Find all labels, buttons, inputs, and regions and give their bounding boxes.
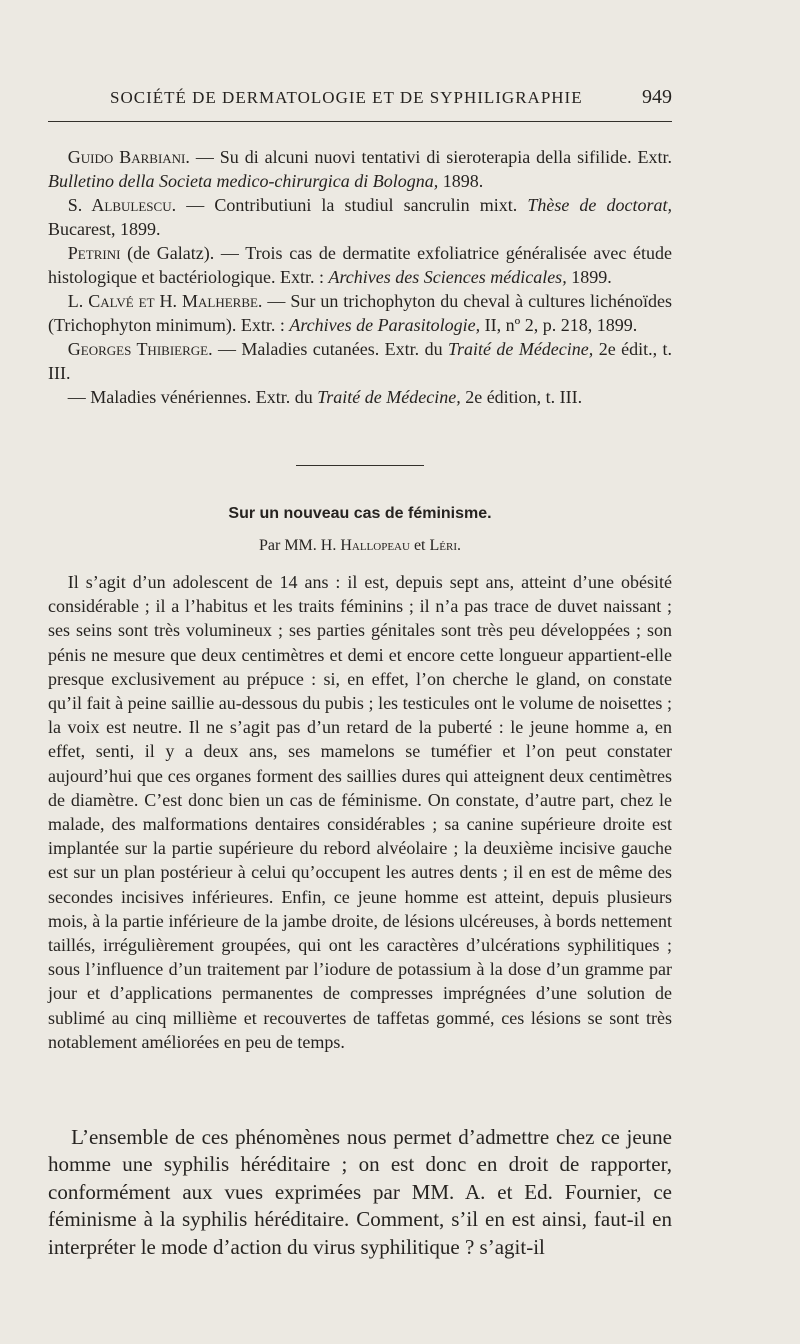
bibliography-entry: Petrini (de Galatz). — Trois cas de dermatite exfoliatrice généralisée avec étude histologique et bactériologique. Extr. : Archives des Sciences médicales, 1899. [48, 243, 672, 287]
header-rule [48, 121, 672, 122]
entry-author: S. Albulescu. [67, 195, 177, 215]
bibliography-entry: — Maladies vénériennes. Extr. du Traité de Médecine, 2e édition, t. III. [67, 387, 583, 407]
entry-author: L. Calvé et H. Malherbe. [67, 291, 263, 311]
bibliography-list [48, 145, 672, 409]
section-separator [296, 465, 424, 466]
entry-source: Traité de Médecine, [448, 339, 594, 359]
article-byline: Par MM. H. Hallopeau et Léri. [259, 537, 461, 554]
entry-author: Guido Barbiani. [67, 147, 190, 167]
entry-source: Archives de Parasitologie, [289, 315, 481, 335]
entry-author: Petrini [67, 243, 121, 263]
running-title: SOCIÉTÉ DE DERMATOLOGIE ET DE SYPHILIGRAPHIE [110, 88, 583, 107]
entry-source: Archives des Sciences médicales, [328, 267, 567, 287]
article-paragraph: Il s’agit d’un adolescent de 14 ans : il est, depuis sept ans, atteint d’une obésité considérable ; il a l’habitus et les traits féminins ; il n’a pas trace de duvet naissant ; ses seins sont très volumineux ; ses parties génitales sont très peu développées ; son pénis ne mesure que deux centimètres et demi et encore cette longueur appartient-elle presque exclusivement au prépuce : si, en effet, l’on cherche le gland, on constate qu’il fait à peine saillie au-dessous du pubis ; les testicules ont le volume de noisettes ; la voix est neutre. Il ne s’agit pas d’un retard de la puberté : le jeune homme a, en effet, senti, il y a deux ans, ses mamelons se tuméfier et l’on peut constater aujourd’hui que ces organes forment des saillies dures qui atteignent deux centimètres de diamètre. C’est donc bien un cas de féminisme. On constate, d’autre part, chez le malade, des malformations dentaires considérables ; sa canine supérieure droite est implantée sur la partie supérieure du rebord alvéolaire ; la deuxième incisive gauche est sur un plan postérieur à celui qu’occupent les autres dents ; il en est de même des secondes incisives inférieures. Enfin, ce jeune homme est atteint, depuis plusieurs mois, à la partie inférieure de la jambe droite, de lésions ulcéreuses, à bords nettement taillés, irrégulièrement groupées, qui ont les caractères d’ulcérations syphilitiques ; sous l’influence d’un traitement par l’iodure de potassium à la dose d’un gramme par jour et d’applications permanentes de compresses imprégnées d’une solution de sublimé au cinq millième et recouvertes de taffetas gommé, ces lésions se sont très notablement améliorées en peu de temps. [48, 572, 672, 1052]
entry-text: Maladies cutanées. Extr. du [241, 339, 448, 359]
entry-text: Contributiuni la studiul sancrulin mixt. [214, 195, 528, 215]
bibliography-entry: Georges Thibierge. — Maladies cutanées. Extr. du Traité de Médecine, 2e édit., t. III. [48, 339, 672, 383]
page-number: 949 [642, 86, 672, 108]
bibliography-entry: Guido Barbiani. — Su di alcuni nuovi tentativi di sieroterapia della sifilide. Extr. Bulletino della Societa medico-chirurgica di Bologna, 1898. [48, 147, 672, 191]
entry-source: Thèse de doctorat, [527, 195, 673, 215]
bibliography-entry: S. Albulescu. — Contributiuni la studiul sancrulin mixt. Thèse de doctorat, Bucarest, 1899. [48, 195, 673, 239]
entry-text: Sur un trichophyton du cheval à cultures lichénoïdes (Trichophyton minimum). Extr. : [48, 291, 673, 335]
author-name: Léri [429, 537, 457, 554]
page-header [110, 86, 672, 109]
author-name: Hallopeau [340, 537, 410, 554]
article-paragraph-large: L’ensemble de ces phénomènes nous permet d’admettre chez ce jeune homme une syphilis héréditaire ; on est donc en droit de rapporter, conformément aux vues exprimées par MM. A. et Ed. Fournier, ce féminisme à la syphilis héréditaire. Comment, s’il en est ainsi, faut-il en interpréter le mode d’action du virus syphilitique ? s’agit-il [48, 1125, 672, 1259]
entry-text: Maladies vénériennes. Extr. du [90, 387, 318, 407]
entry-author: Georges Thibierge. [67, 339, 213, 359]
entry-text: Su di alcuni nuovi tentativi di sieroterapia della sifilide. Extr. [219, 147, 672, 167]
article-title: Sur un nouveau cas de féminisme. [228, 505, 492, 522]
entry-source: Traité de Médecine, [317, 387, 461, 407]
entry-source: Bulletino della Societa medico-chirurgica di Bologna, [48, 171, 439, 191]
entry-text: Trois cas de dermatite exfoliatrice généralisée avec étude histologique et bactériologique. Extr. : [48, 243, 672, 287]
bibliography-entry: L. Calvé et H. Malherbe. — Sur un trichophyton du cheval à cultures lichénoïdes (Trichophyton minimum). Extr. : Archives de Parasitologie, II, nº 2, p. 218, 1899. [48, 291, 673, 335]
